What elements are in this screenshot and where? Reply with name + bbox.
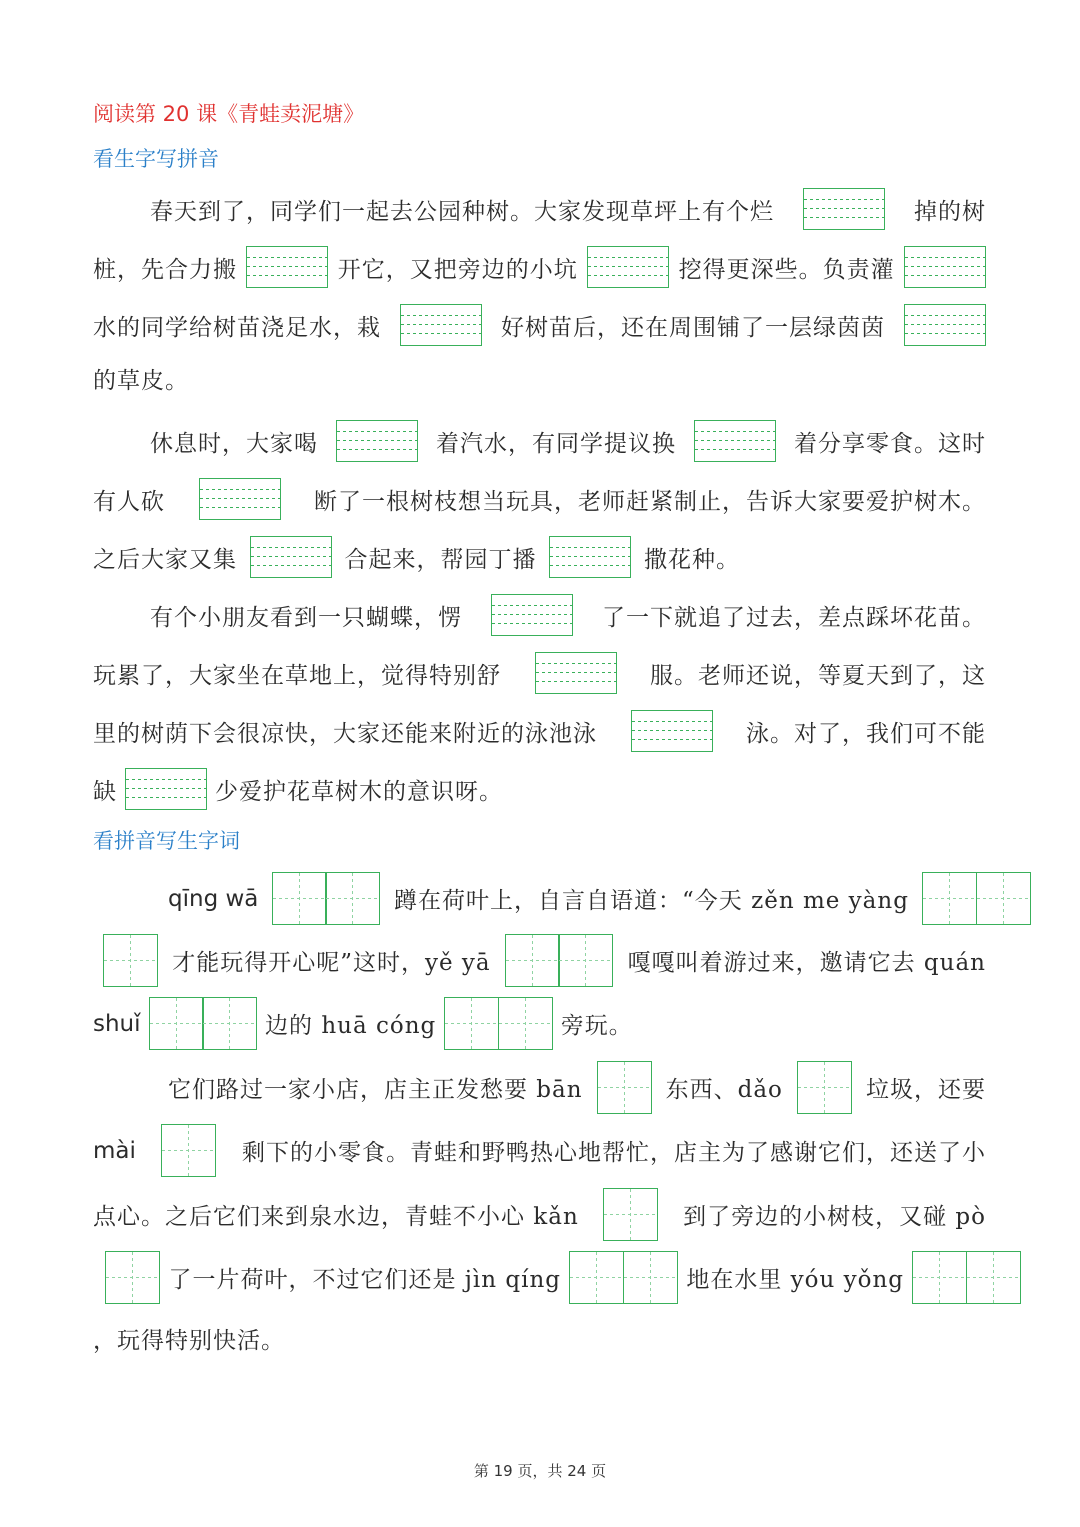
text-line: 水的同学给树苗浇足水，栽 好树苗后，还在周围铺了一层绿茵茵 [93,304,986,346]
character-cell[interactable] [444,997,499,1050]
character-grid-1[interactable] [105,1251,160,1304]
text-line: 有人砍 断了一根树枝想当玩具，老师赶紧制止，告诉大家要爱护树木。 [93,478,986,520]
character-cell[interactable] [558,934,613,987]
character-cell[interactable] [161,1124,216,1177]
character-cell[interactable] [325,872,380,925]
text-line: 缺 少爱护花草树木的意识呀。 [93,768,986,810]
character-cell[interactable] [976,872,1031,925]
character-grid-2[interactable] [922,872,1031,925]
text-line: 了一片荷叶，不过它们还是 jìn qíng 地在水里 yóu yǒng [105,1251,1021,1304]
text-line: 的草皮。 [93,368,189,394]
section-heading-write-characters: 看拼音写生字词 [93,829,240,853]
pinyin-answer-box[interactable] [250,536,332,578]
text-line: 春天到了，同学们一起去公园种树。大家发现草坪上有个烂 掉的树 [93,188,986,230]
character-grid-2[interactable] [505,934,614,987]
lesson-title: 阅读第 20 课《青蛙卖泥塘》 [93,102,365,126]
character-cell[interactable] [597,1061,652,1114]
section-heading-write-pinyin: 看生字写拼音 [93,147,219,171]
text-line: 玩累了，大家坐在草地上，觉得特别舒 服。老师还说，等夏天到了，这 [93,652,986,694]
text-line: 才能玩得开心呢”这时，yě yā 嘎嘎叫着游过来，邀请它去 quán [103,934,986,987]
character-cell[interactable] [105,1251,160,1304]
character-cell[interactable] [922,872,977,925]
text-line: 休息时，大家喝 着汽水，有同学提议换 着分享零食。这时 [93,420,986,462]
pinyin-answer-box[interactable] [336,420,418,462]
text-line: 它们路过一家小店，店主正发愁要 bān 东西、dǎo 垃圾，还要 [93,1061,986,1114]
pinyin-answer-box[interactable] [535,652,617,694]
text-line: 之后大家又集 合起来，帮园丁播 撒花种。 [93,536,740,578]
pinyin-answer-box[interactable] [631,710,713,752]
pinyin-answer-box[interactable] [400,304,482,346]
character-cell[interactable] [202,997,257,1050]
pinyin-answer-box[interactable] [803,188,885,230]
pinyin-answer-box[interactable] [491,594,573,636]
character-cell[interactable] [149,997,204,1050]
page-number: 第 19 页，共 24 页 [473,1462,607,1480]
character-grid-1[interactable] [797,1061,852,1114]
character-cell[interactable] [797,1061,852,1114]
text-line: 有个小朋友看到一只蝴蝶，愣 了一下就追了过去，差点踩坏花苗。 [93,594,986,636]
text-line: ，玩得特别快活。 [93,1328,285,1354]
character-grid-1[interactable] [103,934,158,987]
text-line: qīng wā 蹲在荷叶上，自言自语道：“今天 zěn me yàng [93,872,1031,925]
pinyin-answer-box[interactable] [246,246,328,288]
character-grid-2[interactable] [149,997,258,1050]
character-cell[interactable] [966,1251,1021,1304]
character-cell[interactable] [569,1251,624,1304]
character-cell[interactable] [912,1251,967,1304]
text-line: shuǐ 边的 huā cóng 旁玩。 [93,997,986,1050]
character-cell[interactable] [498,997,553,1050]
text-line: mài 剩下的小零食。青蛙和野鸭热心地帮忙，店主为了感谢它们，还送了小 [93,1124,986,1177]
text-line: 桩，先合力搬 开它，又把旁边的小坑 挖得更深些。负责灌 [93,246,986,288]
character-grid-2[interactable] [444,997,553,1050]
pinyin-answer-box[interactable] [694,420,776,462]
character-grid-2[interactable] [912,1251,1021,1304]
character-cell[interactable] [505,934,560,987]
character-grid-1[interactable] [597,1061,652,1114]
character-cell[interactable] [272,872,327,925]
pinyin-answer-box[interactable] [904,246,986,288]
pinyin-answer-box[interactable] [904,304,986,346]
pinyin-answer-box[interactable] [199,478,281,520]
character-cell[interactable] [603,1188,658,1241]
character-grid-2[interactable] [569,1251,678,1304]
character-cell[interactable] [623,1251,678,1304]
character-grid-2[interactable] [272,872,381,925]
pinyin-answer-box[interactable] [549,536,631,578]
text-line: 里的树荫下会很凉快，大家还能来附近的泳池泳 泳。对了，我们可不能 [93,710,986,752]
character-cell[interactable] [103,934,158,987]
pinyin-answer-box[interactable] [125,768,207,810]
text-line: 点心。之后它们来到泉水边，青蛙不小心 kǎn 到了旁边的小树枝，又碰 pò [93,1188,986,1241]
character-grid-1[interactable] [161,1124,216,1177]
character-grid-1[interactable] [603,1188,658,1241]
pinyin-answer-box[interactable] [587,246,669,288]
